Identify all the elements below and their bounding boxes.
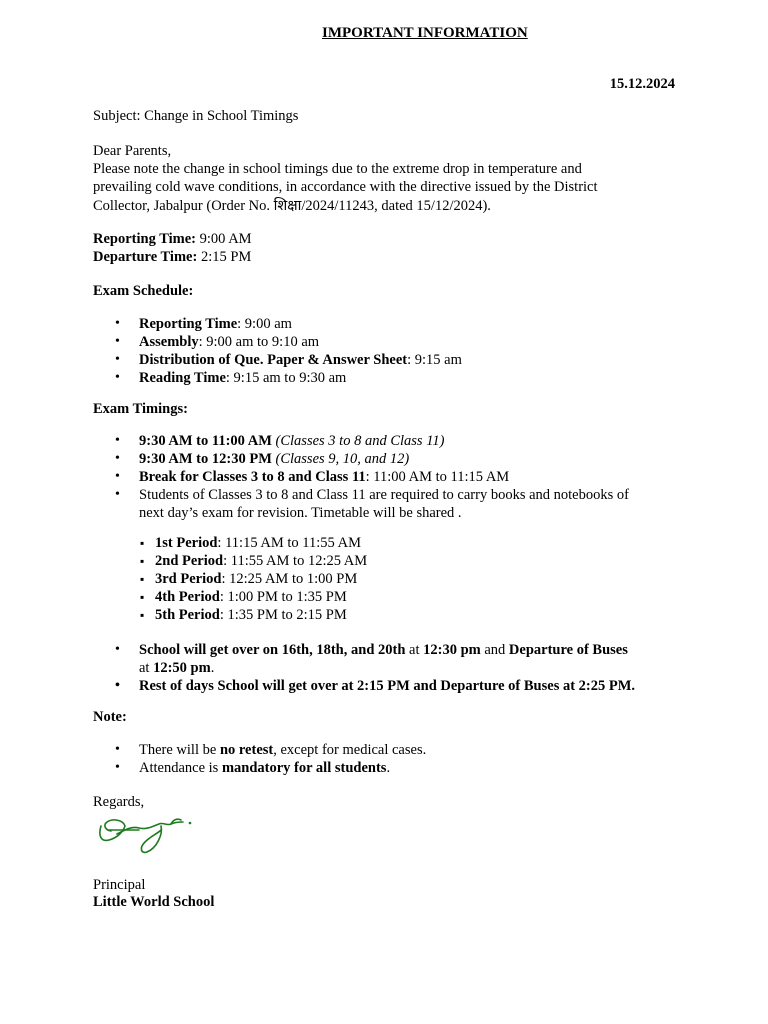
- over-text: .: [210, 660, 215, 676]
- intro-paragraph: [93, 142, 678, 215]
- subject-line: Subject: Change in School Timings: [93, 108, 299, 124]
- note-emphasis: no retest: [219, 742, 274, 758]
- exam-timings-list: [93, 432, 678, 522]
- school-over-line: [139, 641, 678, 659]
- over-dates: School will get over on 16th, 18th, and 20th: [139, 642, 406, 658]
- item-value: : 9:00 am: [237, 316, 292, 332]
- item-label: Reading Time: [139, 370, 226, 386]
- list-item: • Rest of days School will get over at 2:15 PM and Departure of Buses at 2:25 PM.: [93, 677, 678, 695]
- intro-line: prevailing cold wave conditions, in accordance with the directive issued by the District: [93, 179, 598, 195]
- reporting-time-value: 9:00 AM: [195, 231, 252, 247]
- period-label: 2nd Period: [155, 553, 224, 569]
- period-value: : 11:15 AM to 11:55 AM: [217, 535, 361, 551]
- item-label: Assembly: [139, 334, 199, 350]
- document-page: [93, 0, 678, 1024]
- period-value: : 11:55 AM to 12:25 AM: [223, 553, 368, 569]
- departure-time-value: 2:15 PM: [197, 249, 252, 265]
- slot-label: 9:30 AM to 11:00 AM: [139, 433, 272, 449]
- break-value: : 11:00 AM to 11:15 AM: [365, 469, 510, 485]
- period-value: : 1:00 PM to 1:35 PM: [219, 589, 347, 605]
- period-item: [93, 606, 678, 624]
- list-item: [93, 333, 678, 351]
- over-text: at: [405, 642, 424, 658]
- note-heading: Note:: [93, 709, 127, 725]
- period-label: 1st Period: [155, 535, 218, 551]
- slot-note: (Classes 9, 10, and 12): [271, 451, 410, 467]
- period-label: 3rd Period: [155, 571, 222, 587]
- item-value: : 9:00 am to 9:10 am: [198, 334, 320, 350]
- list-item: [93, 369, 678, 387]
- item-label: Reporting Time: [139, 316, 238, 332]
- list-item: [93, 432, 678, 450]
- departure-time-label: Departure Time:: [93, 249, 198, 265]
- list-item: [93, 468, 678, 486]
- list-item: [93, 741, 678, 759]
- notice-date: 15.12.2024: [609, 76, 675, 92]
- reporting-time-line: [93, 230, 678, 248]
- list-item: [93, 351, 678, 369]
- slot-label: 9:30 AM to 12:30 PM: [139, 451, 272, 467]
- list-item: [93, 759, 678, 777]
- note-text: .: [386, 760, 391, 776]
- reporting-time-label: Reporting Time:: [93, 231, 196, 247]
- exam-timings-heading: Exam Timings:: [93, 401, 188, 417]
- page-title: IMPORTANT INFORMATION: [322, 25, 528, 41]
- item-value: : 9:15 am to 9:30 am: [225, 370, 347, 386]
- regards: Regards,: [93, 794, 145, 810]
- period-label: 5th Period: [155, 607, 220, 623]
- period-list: [93, 534, 678, 624]
- item-label: Distribution of Que. Paper & Answer Sheet: [139, 352, 408, 368]
- period-item: [93, 534, 678, 552]
- slot-note: (Classes 3 to 8 and Class 11): [271, 433, 445, 449]
- list-item: [93, 486, 678, 522]
- books-line: next day’s exam for revision. Timetable will be shared .: [139, 505, 462, 521]
- signatory-title: Principal: [93, 877, 146, 893]
- school-over-line: [139, 659, 678, 677]
- period-item: [93, 552, 678, 570]
- period-item: [93, 570, 678, 588]
- intro-line: Collector, Jabalpur (Order No. शिक्षा/2024/11243, dated 15/12/2024).: [93, 198, 491, 214]
- over-time: 12:30 pm: [423, 642, 481, 658]
- list-item: [93, 450, 678, 468]
- period-label: 4th Period: [155, 589, 220, 605]
- bus-time: 12:50 pm: [153, 660, 211, 676]
- period-value: : 12:25 AM to 1:00 PM: [221, 571, 358, 587]
- over-text: and: [480, 642, 509, 658]
- bus-departure-label: Departure of Buses: [508, 642, 628, 658]
- intro-line: Please note the change in school timings due to the extreme drop in temperature and: [93, 161, 582, 177]
- departure-time-line: [93, 248, 678, 266]
- school-name: Little World School: [93, 894, 215, 910]
- books-line: • Students of Classes 3 to 8 and Class 11 are required to carry books and notebooks of: [139, 487, 629, 503]
- note-list: [93, 741, 678, 777]
- item-value: : 9:15 am: [407, 352, 462, 368]
- period-value: : 1:35 PM to 2:15 PM: [219, 607, 347, 623]
- note-emphasis: mandatory for all students: [221, 760, 387, 776]
- list-item: [93, 641, 678, 677]
- period-item: [93, 588, 678, 606]
- exam-schedule-list: [93, 315, 678, 387]
- over-text: at: [139, 660, 154, 676]
- school-over-list: [93, 641, 678, 695]
- note-text: There will be: [139, 742, 220, 758]
- list-item: [93, 315, 678, 333]
- note-text: Attendance is: [139, 760, 222, 776]
- exam-schedule-heading: Exam Schedule:: [93, 283, 194, 299]
- signature-image: [95, 812, 199, 860]
- signature-strokes: [100, 819, 191, 852]
- timings-summary: [93, 230, 678, 266]
- salutation: Dear Parents,: [93, 143, 172, 159]
- note-text: , except for medical cases.: [273, 742, 427, 758]
- break-label: Break for Classes 3 to 8 and Class 11: [139, 469, 366, 485]
